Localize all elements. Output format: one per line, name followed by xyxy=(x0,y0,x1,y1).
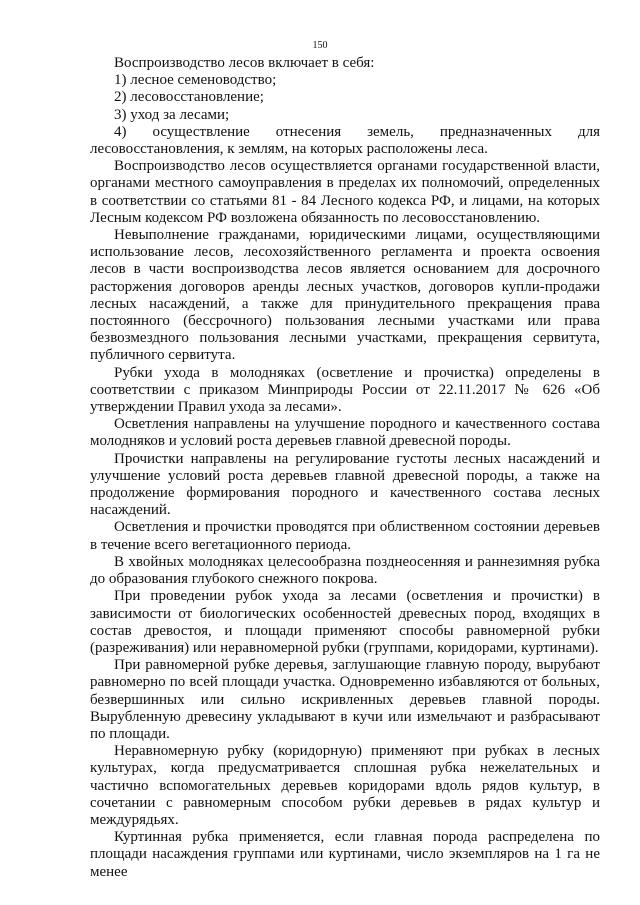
document-body xyxy=(90,55,600,881)
paragraph-cutting-methods: При проведении рубок ухода за лесами (осветления и прочистки) в зависимости от биологических особенностей древесных пород, входящих в состав древостоя, и площади применяют способы равномерной рубки (разреживания) или неравномерной рубки (группами, коридорами, куртинами). xyxy=(90,588,600,656)
list-item-4: 4) осуществление отнесения земель, предназначенных для лесовосстановления, к землям, на которых расположены леса. xyxy=(90,123,600,158)
list-item-2: 2) лесовосстановление; xyxy=(114,89,264,106)
paragraph-cleanings-purpose: Прочистки направлены на регулирование густоты лесных насаждений и улучшение условий роста деревьев главной древесной породы, а также на продолжение формирования породного и качественного состава лесных насаждений. xyxy=(90,450,600,519)
paragraph-group-cutting: Куртинная рубка применяется, если главная порода распределена по площади насаждения группами или куртинами, число экземпляров на 1 га не менее xyxy=(90,829,600,880)
paragraph-conifer-cutting: В хвойных молодняках целесообразна позднеосенняя и раннезимняя рубка до образования глубокого снежного покрова. xyxy=(90,553,600,588)
page-number: 150 xyxy=(312,40,328,51)
paragraph-corridor-cutting: Неравномерную рубку (коридорную) применяют при рубках в лесных культурах, когда предусматривается сплошная рубка нежелательных и частично вспомогательных деревьев коридорами вдоль рядов культур, в сочетании с равномерным способом рубки деревьев в рядах культур и междурядьях. xyxy=(90,743,600,828)
paragraph-season: Осветления и прочистки проводятся при облиственном состоянии деревьев в течение всего вегетационного периода. xyxy=(90,519,600,553)
paragraph-clearings-purpose: Осветления направлены на улучшение породного и качественного состава молодняков и условий роста деревьев главной древесной породы. xyxy=(90,416,600,450)
paragraph-authorities: Воспроизводство лесов осуществляется органами государственной власти, органами местного самоуправления в пределах их полномочий, определенных в соответствии со статьями 81 - 84 Лесного кодекса РФ, и лицами, на которых Лесным кодексом РФ возложена обязанность по лесовосстановлению. xyxy=(90,158,600,226)
list-item-3: 3) уход за лесами; xyxy=(114,106,230,123)
paragraph-uniform-cutting: При равномерной рубке деревья, заглушающие главную породу, вырубают равномерно по всей площади участка. Одновременно избавляются от больных, безвершинных или сильно искривленных деревьев главной породы. Вырубленную древесину укладывают в кучи или измельчают и разбрасывают по площади. xyxy=(90,657,600,742)
paragraph-young-stand-cuttings: Рубки ухода в молодняках (осветление и прочистка) определены в соответствии с приказом Минприроды России от 22.11.2017 № 626 «Об утверждении Правил ухода за лесами». xyxy=(90,364,600,416)
paragraph-non-compliance: Невыполнение гражданами, юридическими лицами, осуществляющими использование лесов, лесохозяйственного регламента и проекта освоения лесов в части воспроизводства лесов является основанием для досрочного расторжения договоров аренды лесных участков, договоров купли-продажи лесных насаждений, а также для принудительного прекращения права постоянного (бессрочного) пользования лесными участками или права безвозмездного пользования лесными участками, прекращения сервитута, публичного сервитута. xyxy=(90,227,600,364)
list-item-1: 1) лесное семеноводство; xyxy=(114,72,277,89)
paragraph-intro: Воспроизводство лесов включает в себя: xyxy=(114,55,375,71)
